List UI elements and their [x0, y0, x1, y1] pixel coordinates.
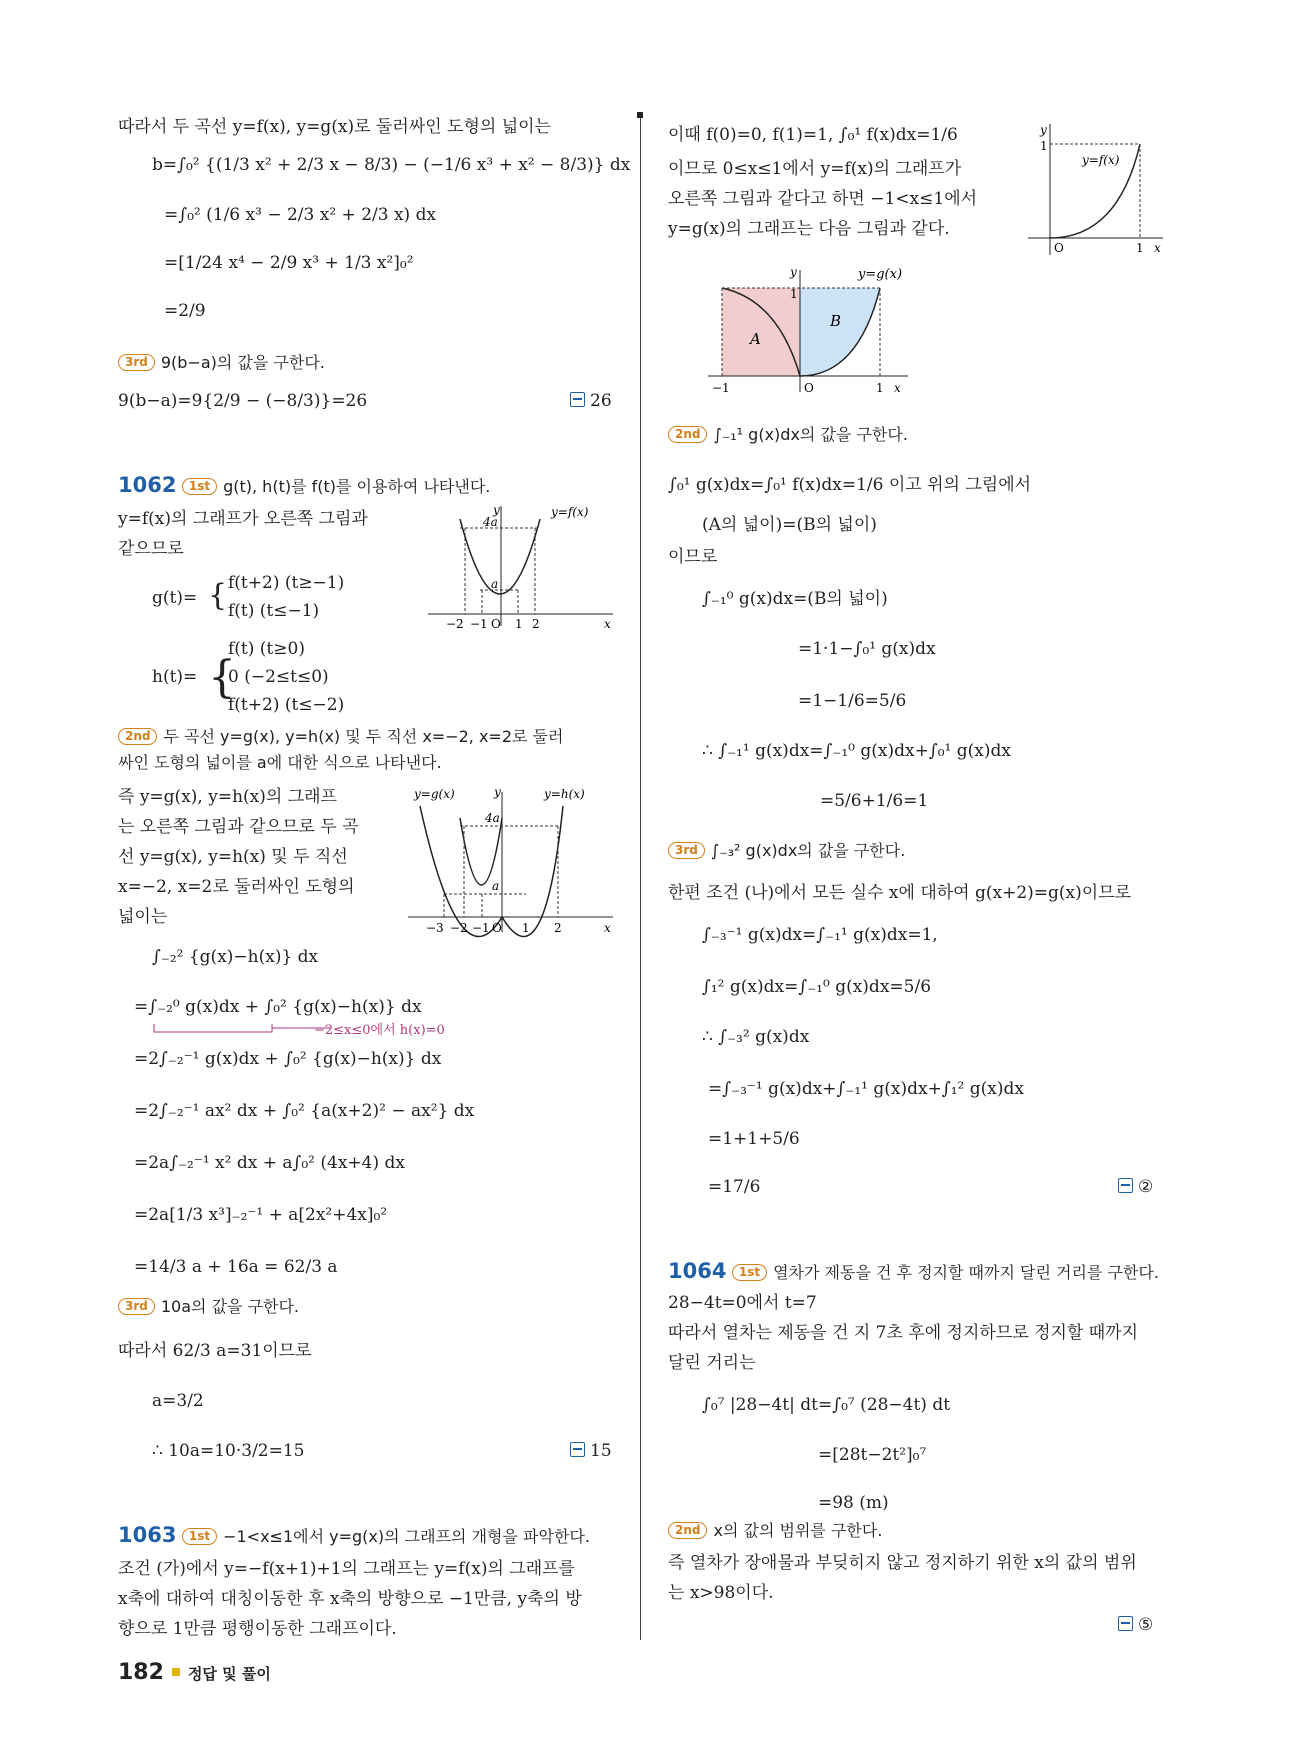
tick-label: −1 [470, 617, 488, 631]
text-line: ∫₀¹ g(x)dx=∫₀¹ f(x)dx=1/6 이고 위의 그림에서 [668, 475, 1032, 495]
equation: ∫₁² g(x)dx=∫₋₁⁰ g(x)dx=5/6 [702, 977, 932, 997]
axis-label: y [1040, 123, 1047, 137]
text-line: 이때 f(0)=0, f(1)=1, ∫₀¹ f(x)dx=1/6 [668, 125, 958, 145]
text-line: 같으므로 [118, 539, 184, 559]
step-badge: 1st [182, 478, 217, 495]
text-line: 오른쪽 그림과 같다고 하면 −1<x≤1에서 [668, 189, 978, 209]
equation: =2a[1/3 x³]₋₂⁻¹ + a[2x²+4x]₀² [134, 1205, 388, 1225]
step-badge: 2nd [118, 728, 157, 745]
equation: =[1/24 x⁴ − 2/9 x³ + 1/3 x²]₀² [164, 253, 414, 273]
equation: =1−1/6=5/6 [798, 691, 907, 711]
equation: =2/9 [164, 301, 206, 321]
text-line: x축에 대하여 대칭이동한 후 x축의 방향으로 −1만큼, y축의 방 [118, 1589, 582, 1609]
tick-label: 1 [790, 287, 798, 301]
piecewise-row: f(t+2) (t≥−1) [228, 573, 345, 593]
answer-value: 15 [590, 1441, 612, 1461]
piecewise-row: 0 (−2≤t≤0) [228, 667, 329, 687]
step-badge: 3rd [668, 842, 705, 859]
equation: =∫₋₃⁻¹ g(x)dx+∫₋₁¹ g(x)dx+∫₁² g(x)dx [708, 1079, 1024, 1099]
problem-heading [668, 1260, 1159, 1284]
step-badge: 3rd [118, 354, 155, 371]
step-text: ∫₋₁¹ g(x)dx의 값을 구한다. [713, 425, 908, 444]
equation: =2∫₋₂⁻¹ ax² dx + ∫₀² {a(x+2)² − ax²} dx [134, 1101, 475, 1121]
inline-note: −2≤x≤0에서 h(x)=0 [314, 1023, 445, 1038]
equation: =5/6+1/6=1 [820, 791, 929, 811]
step-text: x의 값의 범위를 구한다. [713, 1521, 883, 1540]
step-heading [118, 1296, 299, 1318]
answer-mark [570, 390, 612, 412]
tick-label: O [1054, 241, 1064, 255]
answer-value: 26 [590, 391, 612, 411]
tick-label: 1 [876, 381, 884, 395]
tick-label: O [492, 921, 502, 935]
problem-number: 1062 [118, 473, 177, 497]
footer-title: 정답 및 풀이 [187, 1665, 271, 1683]
equation: ∫₋₃⁻¹ g(x)dx=∫₋₁¹ g(x)dx=1, [702, 925, 938, 945]
page-number: 182 [118, 1660, 164, 1685]
tick-label: −2 [450, 921, 468, 935]
step-badge: 2nd [668, 426, 707, 443]
axis-label: x [1154, 241, 1161, 255]
tick-label: 2 [532, 617, 540, 631]
step-text: g(t), h(t)를 f(t)를 이용하여 나타낸다. [223, 477, 491, 496]
equation: ∫₀⁷ |28−4t| dt=∫₀⁷ (28−4t) dt [702, 1395, 951, 1415]
axis-label: x [604, 617, 611, 631]
bracket-note-line [152, 1022, 332, 1036]
step-badge: 1st [182, 1528, 217, 1545]
equation: a=3/2 [152, 1391, 204, 1411]
answer-icon [570, 1442, 585, 1457]
axis-label: x [894, 381, 901, 395]
curve-label: y=h(x) [544, 787, 585, 801]
text-line: (A의 넓이)=(B의 넓이) [702, 515, 877, 535]
answer-value: ② [1138, 1177, 1154, 1197]
text-line: 조건 (가)에서 y=−f(x+1)+1의 그래프는 y=f(x)의 그래프를 [118, 1559, 575, 1579]
answer-mark [1118, 1176, 1153, 1198]
graph-f [428, 504, 618, 634]
tick-label: 1 [1136, 241, 1144, 255]
brace: { [208, 652, 236, 703]
value-label: 4a [485, 811, 500, 825]
text-line: x=−2, x=2로 둘러싸인 도형의 [118, 877, 355, 897]
tick-label: −1 [472, 921, 490, 935]
equation: b=∫₀² {(1/3 x² + 2/3 x − 8/3) − (−1/6 x³ + x² − 8/3)} dx [152, 155, 631, 175]
step-text: 두 곡선 y=g(x), y=h(x) 및 두 직선 x=−2, x=2로 둘러 [163, 727, 564, 746]
text-line: 따라서 열차는 제동을 건 지 7초 후에 정지하므로 정지할 때까지 [668, 1323, 1138, 1343]
text-line: 28−4t=0에서 t=7 [668, 1293, 817, 1313]
answer-mark [1118, 1614, 1153, 1636]
text-line: 달린 거리는 [668, 1353, 756, 1373]
graph-f-unit [1028, 120, 1168, 260]
text-line: 따라서 62/3 a=31이므로 [118, 1341, 312, 1361]
divider-marker [637, 112, 643, 118]
piecewise-row: f(t+2) (t≤−2) [228, 695, 345, 715]
piecewise-row: f(t) (t≥0) [228, 639, 305, 659]
tick-label: −2 [446, 617, 464, 631]
step-text: ∫₋₃² g(x)dx의 값을 구한다. [710, 841, 906, 860]
step-badge: 2nd [668, 1522, 707, 1539]
equation: ∴ ∫₋₁¹ g(x)dx=∫₋₁⁰ g(x)dx+∫₀¹ g(x)dx [702, 741, 1011, 761]
parabola-curve [460, 519, 540, 594]
axis-label: y [494, 785, 501, 799]
tick-label: 2 [554, 921, 562, 935]
step-heading [118, 726, 563, 748]
piecewise-label: h(t)= [152, 667, 198, 687]
step-heading [668, 840, 905, 862]
equation: =∫₋₂⁰ g(x)dx + ∫₀² {g(x)−h(x)} dx [134, 997, 422, 1017]
text-line: 는 오른쪽 그림과 같으므로 두 곡 [118, 817, 359, 837]
piecewise-label: g(t)= [152, 588, 198, 608]
text-line: y=g(x)의 그래프는 다음 그림과 같다. [668, 219, 950, 239]
equation: ∫₋₁⁰ g(x)dx=(B의 넓이) [702, 589, 888, 609]
text-line: 향으로 1만큼 평행이동한 그래프이다. [118, 1619, 397, 1639]
area-label: B [830, 312, 842, 330]
column-divider [640, 112, 641, 1640]
answer-icon [1118, 1616, 1133, 1631]
equation: =14/3 a + 16a = 62/3 a [134, 1257, 338, 1277]
value-label: 4a [483, 515, 498, 529]
value-label: a [492, 879, 500, 893]
tick-label: −3 [426, 921, 444, 935]
step-badge: 1st [732, 1264, 767, 1281]
piecewise-row: f(t) (t≤−1) [228, 601, 320, 621]
equation: =[28t−2t²]₀⁷ [818, 1445, 927, 1465]
answer-icon [1118, 1178, 1133, 1193]
text-line: 따라서 두 곡선 y=f(x), y=g(x)로 둘러싸인 도형의 넓이는 [118, 117, 551, 137]
area-label: A [750, 330, 761, 348]
curve-label: y=g(x) [858, 267, 903, 282]
equation: =2a∫₋₂⁻¹ x² dx + a∫₀² (4x+4) dx [134, 1153, 405, 1173]
brace: { [208, 578, 228, 613]
tick-label: 1 [1040, 139, 1048, 153]
answer-mark [570, 1440, 612, 1462]
tick-label: O [491, 617, 501, 631]
value-label: a [491, 577, 499, 591]
step-heading [668, 424, 908, 446]
text-line: 한편 조건 (나)에서 모든 실수 x에 대하여 g(x+2)=g(x)이므로 [668, 883, 1132, 903]
bracket-line [154, 1024, 330, 1032]
equation: 9(b−a)=9{2/9 − (−8/3)}=26 [118, 391, 368, 411]
curve-label: y=g(x) [414, 787, 455, 801]
equation: ∴ 10a=10·3/2=15 [152, 1441, 305, 1461]
problem-number: 1064 [668, 1259, 727, 1283]
step-heading [118, 352, 325, 374]
axis-label: y [493, 504, 500, 517]
equation: ∴ ∫₋₃² g(x)dx [702, 1027, 810, 1047]
tick-label: O [804, 381, 814, 395]
step-text: 싸인 도형의 넓이를 a에 대한 식으로 나타낸다. [118, 753, 442, 772]
text-line: 선 y=g(x), y=h(x) 및 두 직선 [118, 847, 348, 867]
problem-number: 1063 [118, 1523, 177, 1547]
graph-g-areas [708, 260, 968, 400]
axis-label: y [790, 265, 797, 279]
text-line: 넓이는 [118, 907, 168, 927]
equation: =∫₀² (1/6 x³ − 2/3 x² + 2/3 x) dx [164, 205, 437, 225]
text-line: 즉 열차가 장애물과 부딪히지 않고 정지하기 위한 x의 값의 범위 [668, 1553, 1137, 1573]
problem-heading [118, 1524, 590, 1548]
step-badge: 3rd [118, 1298, 155, 1315]
step-text: −1<x≤1에서 y=g(x)의 그래프의 개형을 파악한다. [223, 1527, 590, 1546]
graph-g-h [408, 782, 618, 942]
equation: =98 (m) [818, 1493, 889, 1513]
text-line: 이므로 [668, 547, 718, 567]
tick-label: 1 [515, 617, 523, 631]
equation: =17/6 [708, 1177, 761, 1197]
step-text: 9(b−a)의 값을 구한다. [160, 353, 325, 372]
curve-h [460, 818, 502, 885]
answer-icon [570, 392, 585, 407]
tick-label: −1 [712, 381, 730, 395]
axis-label: x [604, 921, 611, 935]
equation: =2∫₋₂⁻¹ g(x)dx + ∫₀² {g(x)−h(x)} dx [134, 1049, 442, 1069]
text-line: 즉 y=g(x), y=h(x)의 그래프 [118, 787, 337, 807]
answer-value: ⑤ [1138, 1615, 1154, 1635]
page-footer [118, 1660, 271, 1685]
step-text: 10a의 값을 구한다. [160, 1297, 300, 1316]
step-heading [668, 1520, 882, 1542]
text-line: 이므로 0≤x≤1에서 y=f(x)의 그래프가 [668, 159, 962, 179]
curve-label: y=f(x) [1082, 153, 1120, 167]
curve-label: y=f(x) [551, 505, 589, 519]
equation: =1·1−∫₀¹ g(x)dx [798, 639, 936, 659]
equation: =1+1+5/6 [708, 1129, 800, 1149]
text-line: 는 x>98이다. [668, 1583, 774, 1603]
tick-label: 1 [522, 921, 530, 935]
footer-square-icon [172, 1668, 180, 1676]
problem-heading [118, 474, 490, 498]
equation: ∫₋₂² {g(x)−h(x)} dx [152, 947, 319, 967]
text-line: y=f(x)의 그래프가 오른쪽 그림과 [118, 509, 368, 529]
step-text: 열차가 제동을 건 후 정지할 때까지 달린 거리를 구한다. [773, 1263, 1159, 1282]
